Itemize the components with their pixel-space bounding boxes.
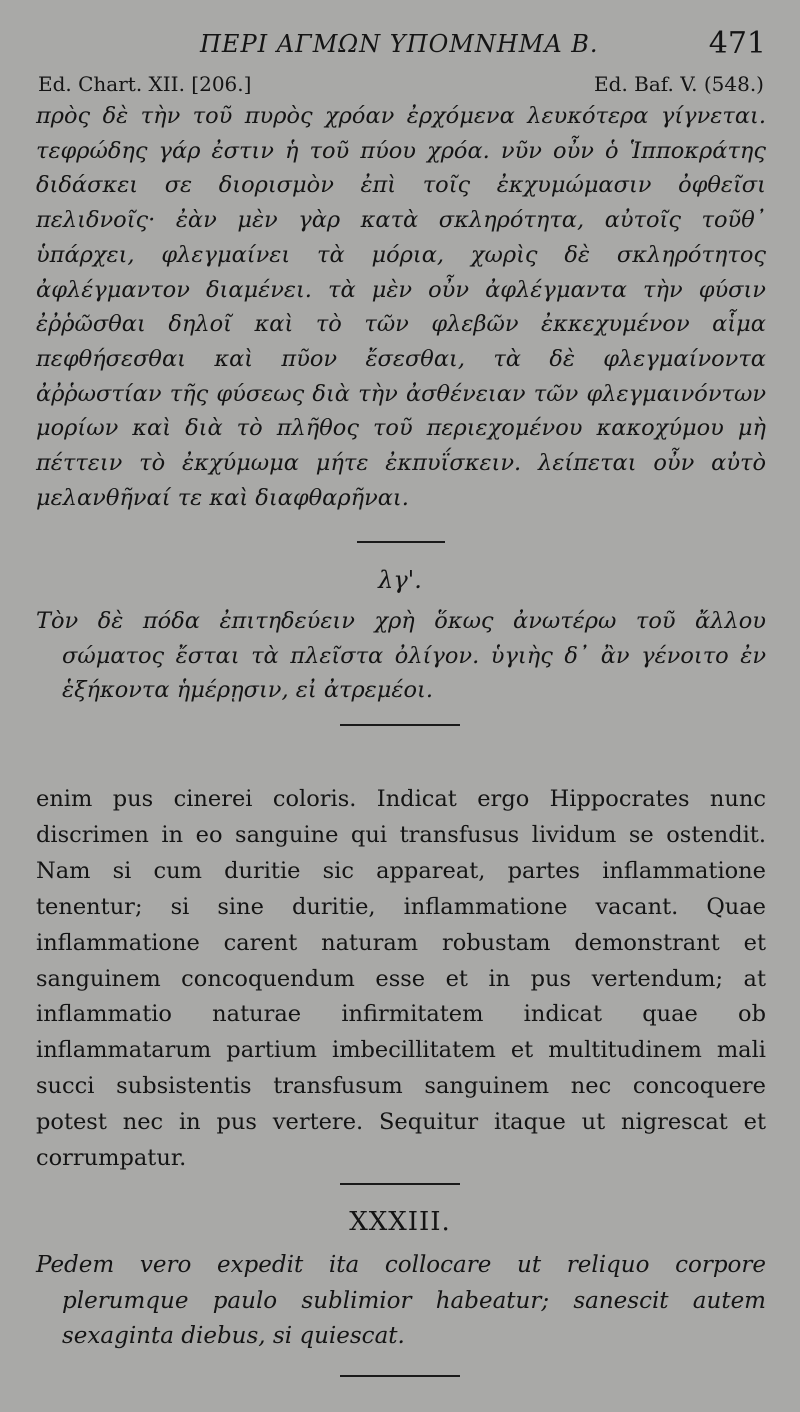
greek-commentary: πρὸς δὲ τὴν τοῦ πυρὸς χρόαν ἐρχόμενα λευκότερα γίγνεται. τεφρώδης γάρ ἐστιν ἡ τοῦ πύου χρόα. νῦν οὖν ὁ Ἱπποκράτης διδάσκει σε διορισμὸν ἐπὶ τοῖς ἐκχυμώμασιν ὀφθεῖσι πελιδνοῖς· ἐὰν μὲν γὰρ κατὰ σκληρότητα, αὐτοῖς τοῦθ᾽ ὑπάρχει, φλεγμαίνει τὰ μόρια, χωρὶς δὲ σκληρότητος ἀφλέγμαντον διαμένει. τὰ μὲν οὖν ἀφλέγμαντα τὴν φύσιν ἐῤῥῶσθαι δηλοῖ καὶ τὸ τῶν φλεβῶν ἐκκεχυμένον αἷμα πεφθήσεσθαι καὶ πῦον ἔσεσθαι, τὰ δὲ φλεγμαίνοντα ἀῤῥωστίαν τῆς φύσεως διὰ τὴν ἀσθένειαν τῶν φλεγμαινόντων μορίων καὶ διὰ τὸ πλῆθος τοῦ περιεχομένου κακοχύμου μὴ πέττειν τὸ ἐκχύμωμα μήτε ἐκπυΐσκειν. λείπεται οὖν αὐτὸ μελανθῆναί τε καὶ διαφθαρῆναι.	[36, 103, 766, 511]
running-title: ΠΕΡΙ ΑΓΜΩΝ ΥΠΟΜΝΗΜΑ Β.	[200, 30, 599, 58]
divider-rule	[357, 541, 445, 543]
latin-aphorism: Pedem vero expedit ita collocare ut reliquo corpore plerumque paulo sublimior habeatur; sanescit autem sexaginta diebus, si quiescat.	[36, 1252, 766, 1349]
page-header	[0, 22, 800, 72]
edition-basel: Ed. Baf. V. (548.)	[594, 72, 764, 96]
edition-chartier: Ed. Chart. XII. [206.]	[38, 72, 252, 96]
divider-rule	[340, 1183, 460, 1185]
divider-rule	[340, 1375, 460, 1377]
latin-commentary: enim pus cinerei coloris. Indicat ergo Hippocrates nunc discrimen in eo sanguine qui transfusus lividum se ostendit. Nam si cum duritie sic appareat, partes inflammatione tenentur; si sine duritie, inflammatione vacant. Quae inflammatione carent naturam robustam demonstrant et sanguinem concoquendum esse et in pus vertendum; at inflammatio naturae infirmitatem indicat quae ob inflammatarum partium imbecillitatem et multitudinem mali succi subsistentis transfusum sanguinem nec concoquere potest nec in pus vertere. Sequitur itaque ut nigrescat et corrumpatur.	[36, 786, 766, 1172]
latin-section-number: XXXIII.	[349, 1207, 451, 1237]
page-number: 471	[708, 26, 766, 61]
greek-aphorism: Τὸν δὲ πόδα ἐπιτηδεύειν χρὴ ὅκως ἀνωτέρω τοῦ ἄλλου σώματος ἔσται τὰ πλεῖστα ὀλίγον. ὑγιὴς δ᾽ ἂν γένοιτο ἐν ἑξήκοντα ἡμέρῃσιν, εἰ ἀτρεμέοι.	[36, 608, 766, 703]
divider-rule	[340, 724, 460, 726]
edition-references	[0, 72, 800, 100]
greek-section-number: λγ'.	[378, 566, 422, 594]
